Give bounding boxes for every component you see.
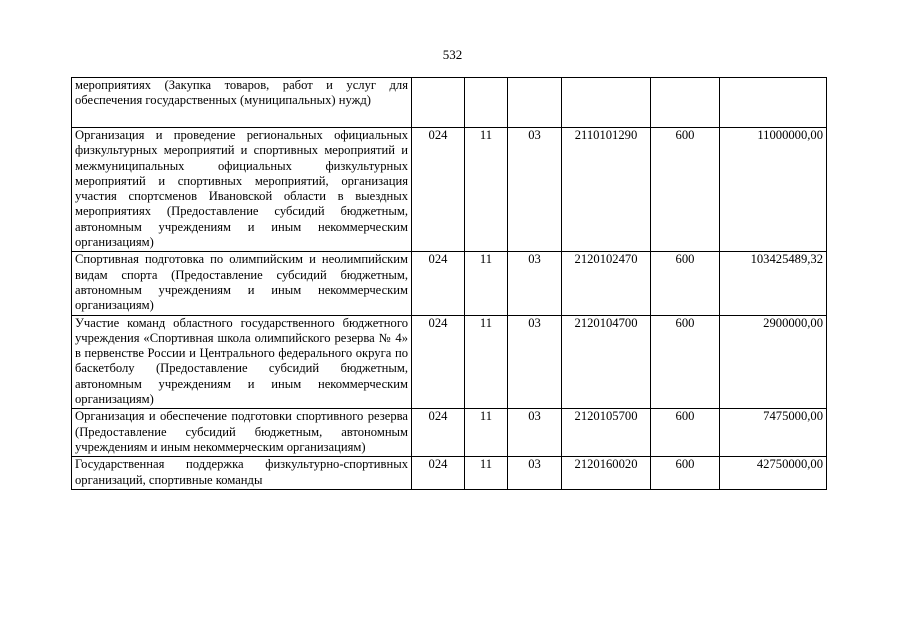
table-row <box>72 315 827 409</box>
target-article-code: 2120102470 <box>562 252 651 315</box>
row-description: Участие команд областного государственного бюджетного учреждения «Спортивная школа олимпийского резерва № 4» в первенстве России и Центрального федерального округа по баскетболу (Предоставление субсидий бюджетным, автономным учреждениям и иным некоммерческим организациям) <box>72 315 412 409</box>
row-description: Государственная поддержка физкультурно-спортивных организаций, спортивные команды <box>72 457 412 490</box>
subsection-code: 03 <box>508 315 562 409</box>
ministry-code: 024 <box>412 252 465 315</box>
table-row <box>72 409 827 457</box>
row-description: Организация и проведение региональных официальных физкультурных мероприятий и спортивных мероприятий и межмуниципальных официальных физкультурных мероприятий и спортивных мероприятий, организация участия спортсменов Ивановской области в выездных мероприятиях (Предоставление субсидий бюджетным, автономным учреждениям и иным некоммерческим организациям) <box>72 128 412 252</box>
expense-type-code: 600 <box>651 128 720 252</box>
table-row <box>72 78 827 128</box>
ministry-code: 024 <box>412 315 465 409</box>
amount-value: 7475000,00 <box>720 409 827 457</box>
target-article-code: 2120160020 <box>562 457 651 490</box>
expense-type-code: 600 <box>651 315 720 409</box>
expense-type-code: 600 <box>651 252 720 315</box>
section-code <box>465 78 508 128</box>
ministry-code: 024 <box>412 128 465 252</box>
row-description: Спортивная подготовка по олимпийским и неолимпийским видам спорта (Предоставление субсидий бюджетным, автономным учреждениям и иным некоммерческим организациям) <box>72 252 412 315</box>
amount-value <box>720 78 827 128</box>
section-code: 11 <box>465 128 508 252</box>
page-number: 532 <box>442 47 463 62</box>
row-description: Организация и обеспечение подготовки спортивного резерва (Предоставление субсидий бюджетным, автономным учреждениям и иным некоммерческим организациям) <box>72 409 412 457</box>
target-article-code: 2120105700 <box>562 409 651 457</box>
budget-table <box>71 77 827 490</box>
subsection-code: 03 <box>508 457 562 490</box>
table-row <box>72 457 827 490</box>
section-code: 11 <box>465 315 508 409</box>
table-row <box>72 252 827 315</box>
expense-type-code: 600 <box>651 409 720 457</box>
amount-value: 42750000,00 <box>720 457 827 490</box>
subsection-code: 03 <box>508 128 562 252</box>
target-article-code: 2110101290 <box>562 128 651 252</box>
subsection-code: 03 <box>508 252 562 315</box>
section-code: 11 <box>465 409 508 457</box>
ministry-code <box>412 78 465 128</box>
ministry-code: 024 <box>412 457 465 490</box>
expense-type-code <box>651 78 720 128</box>
amount-value: 103425489,32 <box>720 252 827 315</box>
target-article-code <box>562 78 651 128</box>
table-row <box>72 128 827 252</box>
amount-value: 11000000,00 <box>720 128 827 252</box>
subsection-code <box>508 78 562 128</box>
row-description: мероприятиях (Закупка товаров, работ и услуг для обеспечения государственных (муниципальных) нужд) <box>72 78 412 128</box>
section-code: 11 <box>465 252 508 315</box>
subsection-code: 03 <box>508 409 562 457</box>
section-code: 11 <box>465 457 508 490</box>
amount-value: 2900000,00 <box>720 315 827 409</box>
target-article-code: 2120104700 <box>562 315 651 409</box>
ministry-code: 024 <box>412 409 465 457</box>
expense-type-code: 600 <box>651 457 720 490</box>
